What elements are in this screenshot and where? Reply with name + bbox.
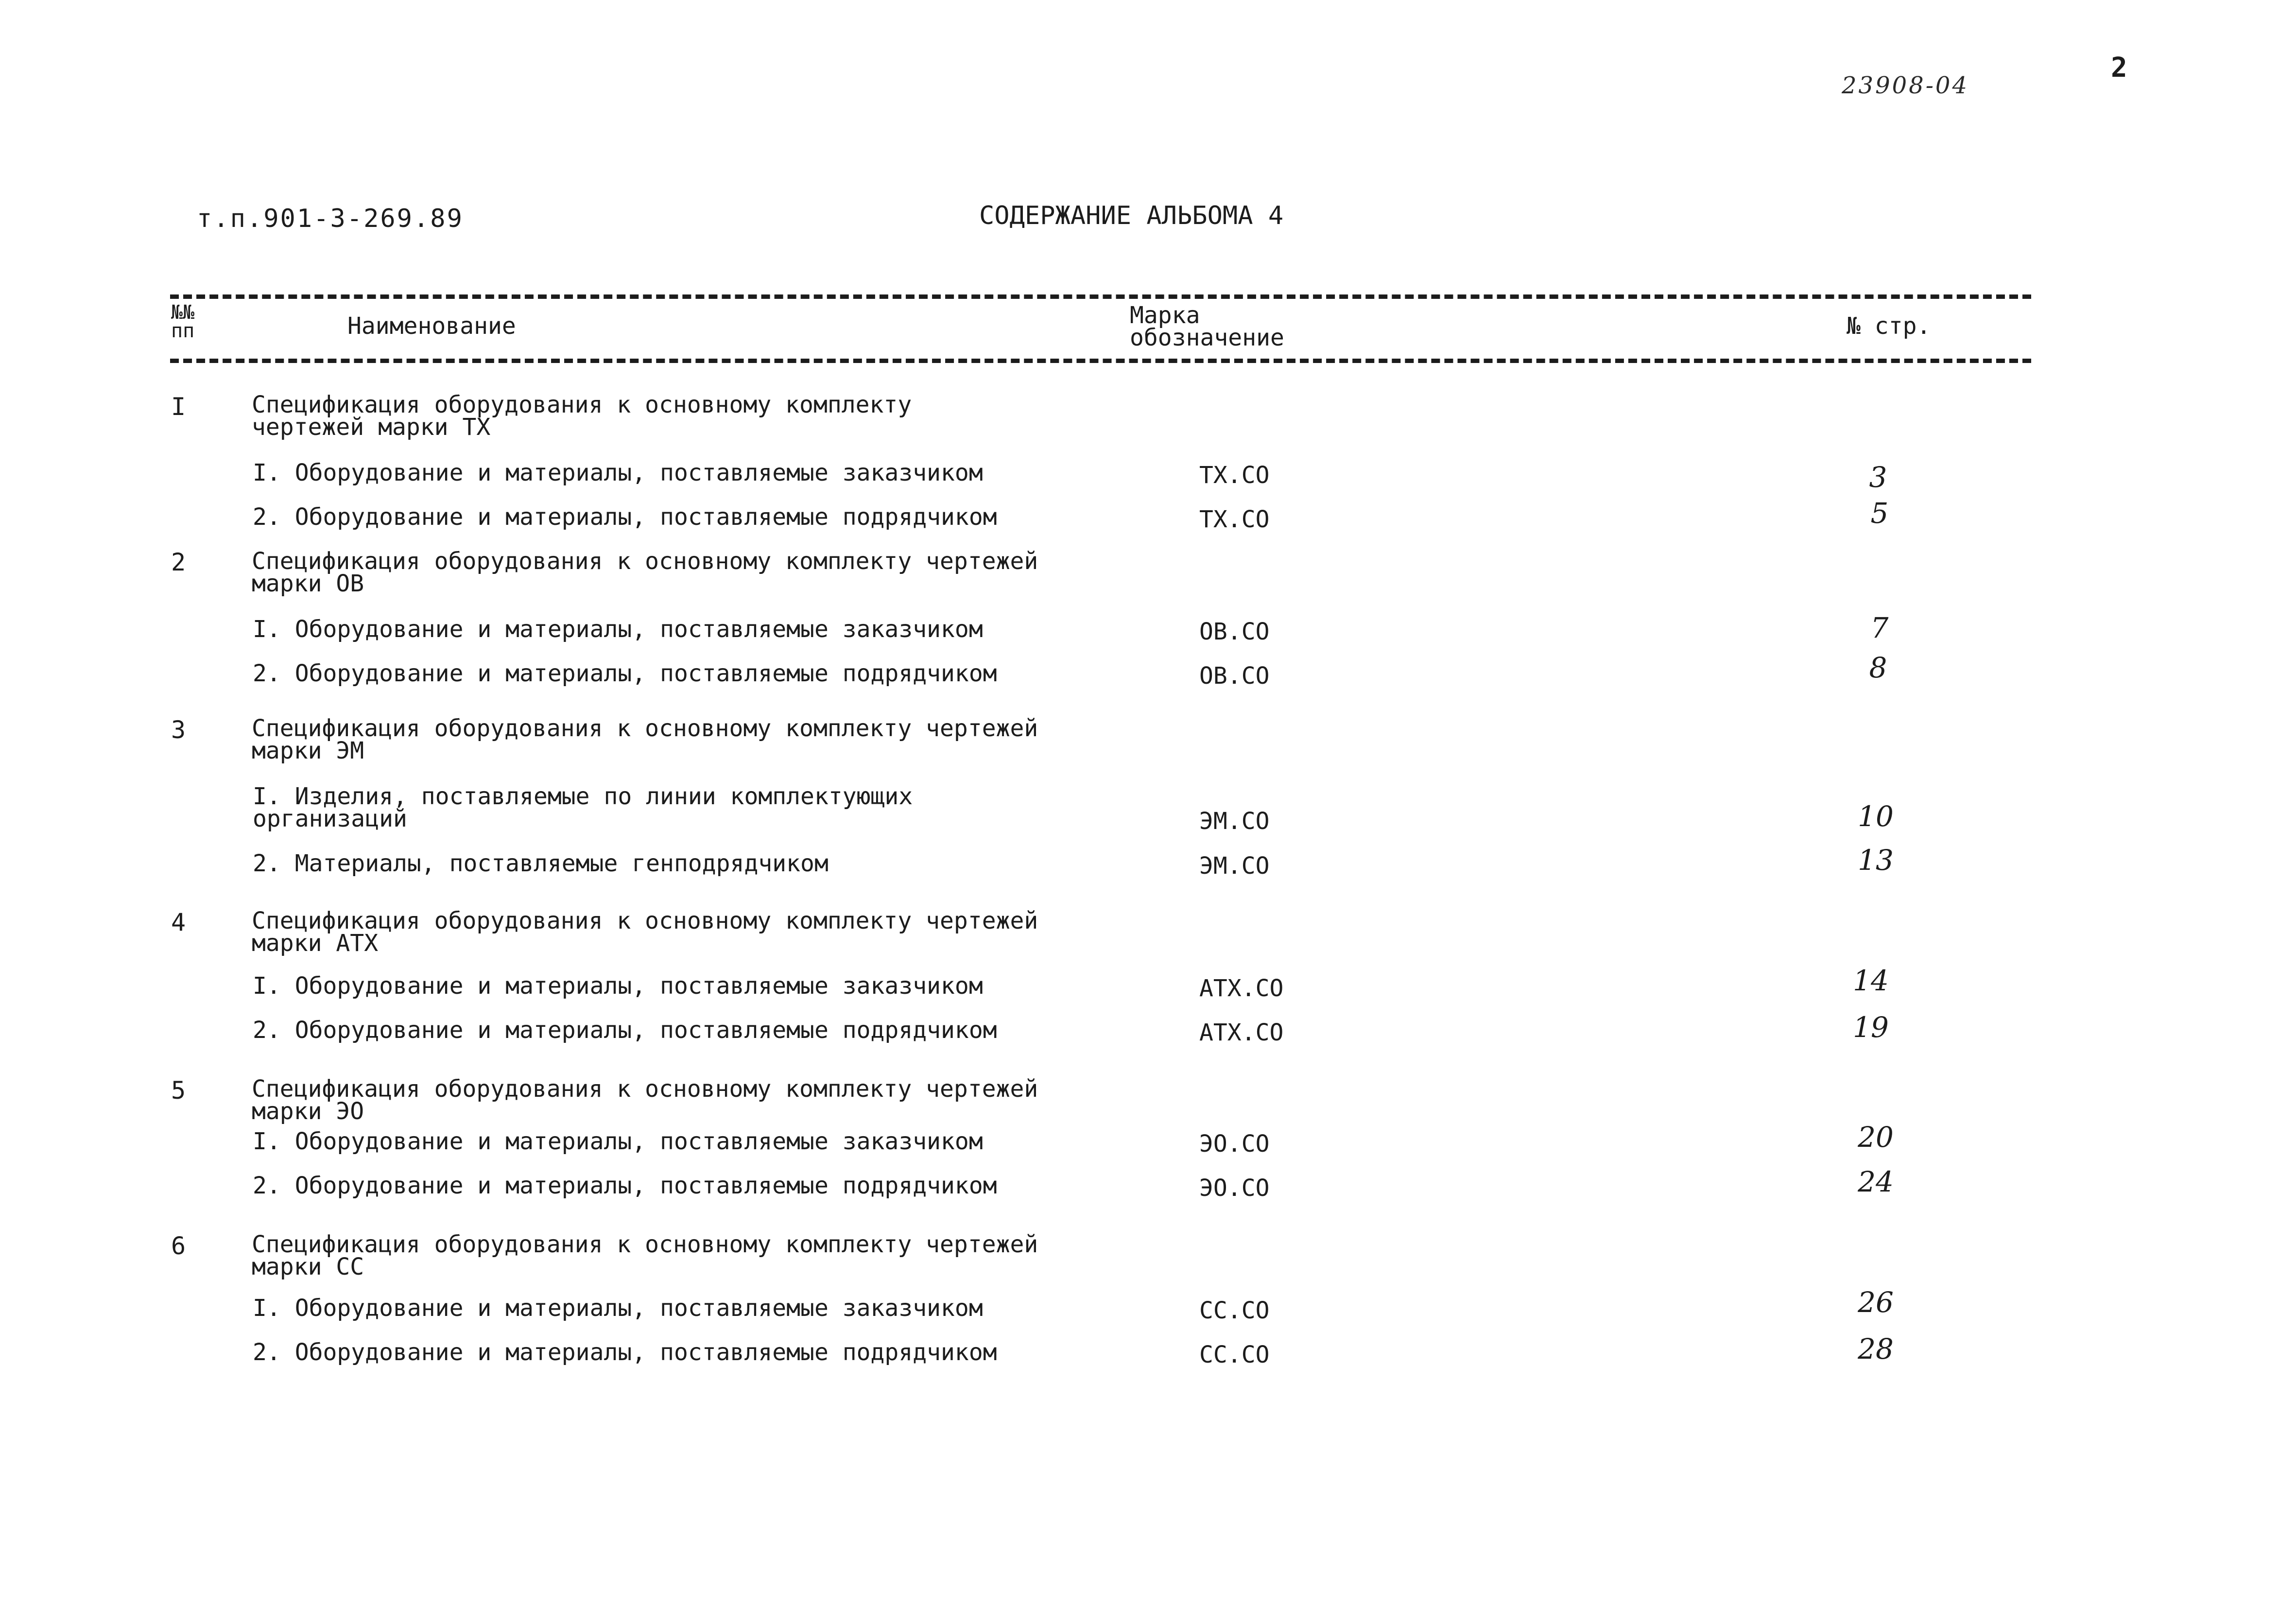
item-page: 14	[1853, 964, 1889, 997]
column-header-mark: Марка обозначение	[1130, 302, 1284, 351]
item-mark: ТХ.СО	[1199, 462, 1270, 489]
item-mark: ЭМ.СО	[1199, 852, 1270, 880]
column-header-number: №№ пп	[171, 301, 195, 342]
page-number: 2	[2111, 52, 2127, 84]
list-item: I. Изделия, поставляемые по линии комплектующих организаций	[253, 783, 913, 832]
column-header-page: № стр.	[1847, 312, 1931, 340]
section-title: Спецификация оборудования к основному комплекту чертежей марки СС	[252, 1231, 1038, 1280]
header-top-divider	[170, 294, 2031, 299]
section-number: 4	[171, 908, 186, 936]
item-mark: ОВ.СО	[1199, 662, 1270, 690]
item-mark: ЭМ.СО	[1199, 808, 1270, 835]
item-page: 8	[1869, 651, 1887, 684]
list-item: I. Оборудование и материалы, поставляемые заказчиком	[253, 972, 983, 1000]
item-page: 3	[1869, 461, 1887, 494]
item-mark: ЭО.СО	[1199, 1175, 1270, 1202]
item-mark: АТХ.СО	[1199, 1019, 1284, 1046]
item-mark: АТХ.СО	[1199, 975, 1284, 1002]
list-item: I. Оборудование и материалы, поставляемые заказчиком	[253, 1295, 983, 1322]
page-title: СОДЕРЖАНИЕ АЛЬБОМА 4	[979, 201, 1284, 230]
section-number: 3	[171, 716, 186, 744]
item-mark: СС.СО	[1199, 1297, 1270, 1324]
item-page: 5	[1870, 497, 1889, 530]
list-item: 2. Оборудование и материалы, поставляемые подрядчиком	[253, 660, 997, 687]
archive-code: 23908-04	[1842, 72, 1969, 99]
item-page: 10	[1858, 800, 1894, 833]
section-number: 2	[171, 548, 186, 576]
item-mark: ОВ.СО	[1199, 618, 1270, 645]
list-item: I. Оборудование и материалы, поставляемые заказчиком	[253, 459, 983, 486]
section-number: 5	[171, 1076, 186, 1105]
item-mark: ТХ.СО	[1199, 506, 1270, 533]
list-item: I. Оборудование и материалы, поставляемые заказчиком	[253, 1128, 983, 1155]
section-title: Спецификация оборудования к основному комплекту чертежей марки ОВ	[252, 548, 1038, 597]
header-bottom-divider	[170, 359, 2031, 363]
section-title: Спецификация оборудования к основному комплекту чертежей марки ТХ	[252, 391, 912, 441]
list-item: 2. Оборудование и материалы, поставляемые подрядчиком	[253, 1017, 997, 1044]
item-page: 19	[1853, 1011, 1889, 1044]
list-item: 2. Материалы, поставляемые генподрядчиком	[253, 850, 829, 877]
item-mark: ЭО.СО	[1199, 1130, 1270, 1158]
project-code: т.п.901-3-269.89	[197, 204, 464, 233]
item-page: 13	[1858, 844, 1894, 877]
list-item: I. Оборудование и материалы, поставляемые заказчиком	[253, 616, 983, 643]
item-page: 26	[1858, 1286, 1894, 1319]
list-item: 2. Оборудование и материалы, поставляемые подрядчиком	[253, 1339, 997, 1366]
section-title: Спецификация оборудования к основному комплекту чертежей марки АТХ	[252, 907, 1038, 957]
section-number: I	[171, 393, 186, 421]
item-mark: СС.СО	[1199, 1341, 1270, 1368]
section-title: Спецификация оборудования к основному комплекту чертежей марки ЭО	[252, 1075, 1038, 1125]
item-page: 20	[1858, 1121, 1894, 1154]
column-header-name: Наименование	[347, 312, 516, 340]
section-title: Спецификация оборудования к основному комплекту чертежей марки ЭМ	[252, 715, 1038, 764]
item-page: 24	[1858, 1165, 1894, 1198]
list-item: 2. Оборудование и материалы, поставляемые подрядчиком	[253, 503, 997, 531]
item-page: 7	[1870, 611, 1889, 644]
item-page: 28	[1858, 1332, 1894, 1365]
list-item: 2. Оборудование и материалы, поставляемые подрядчиком	[253, 1172, 997, 1199]
section-number: 6	[171, 1232, 186, 1260]
